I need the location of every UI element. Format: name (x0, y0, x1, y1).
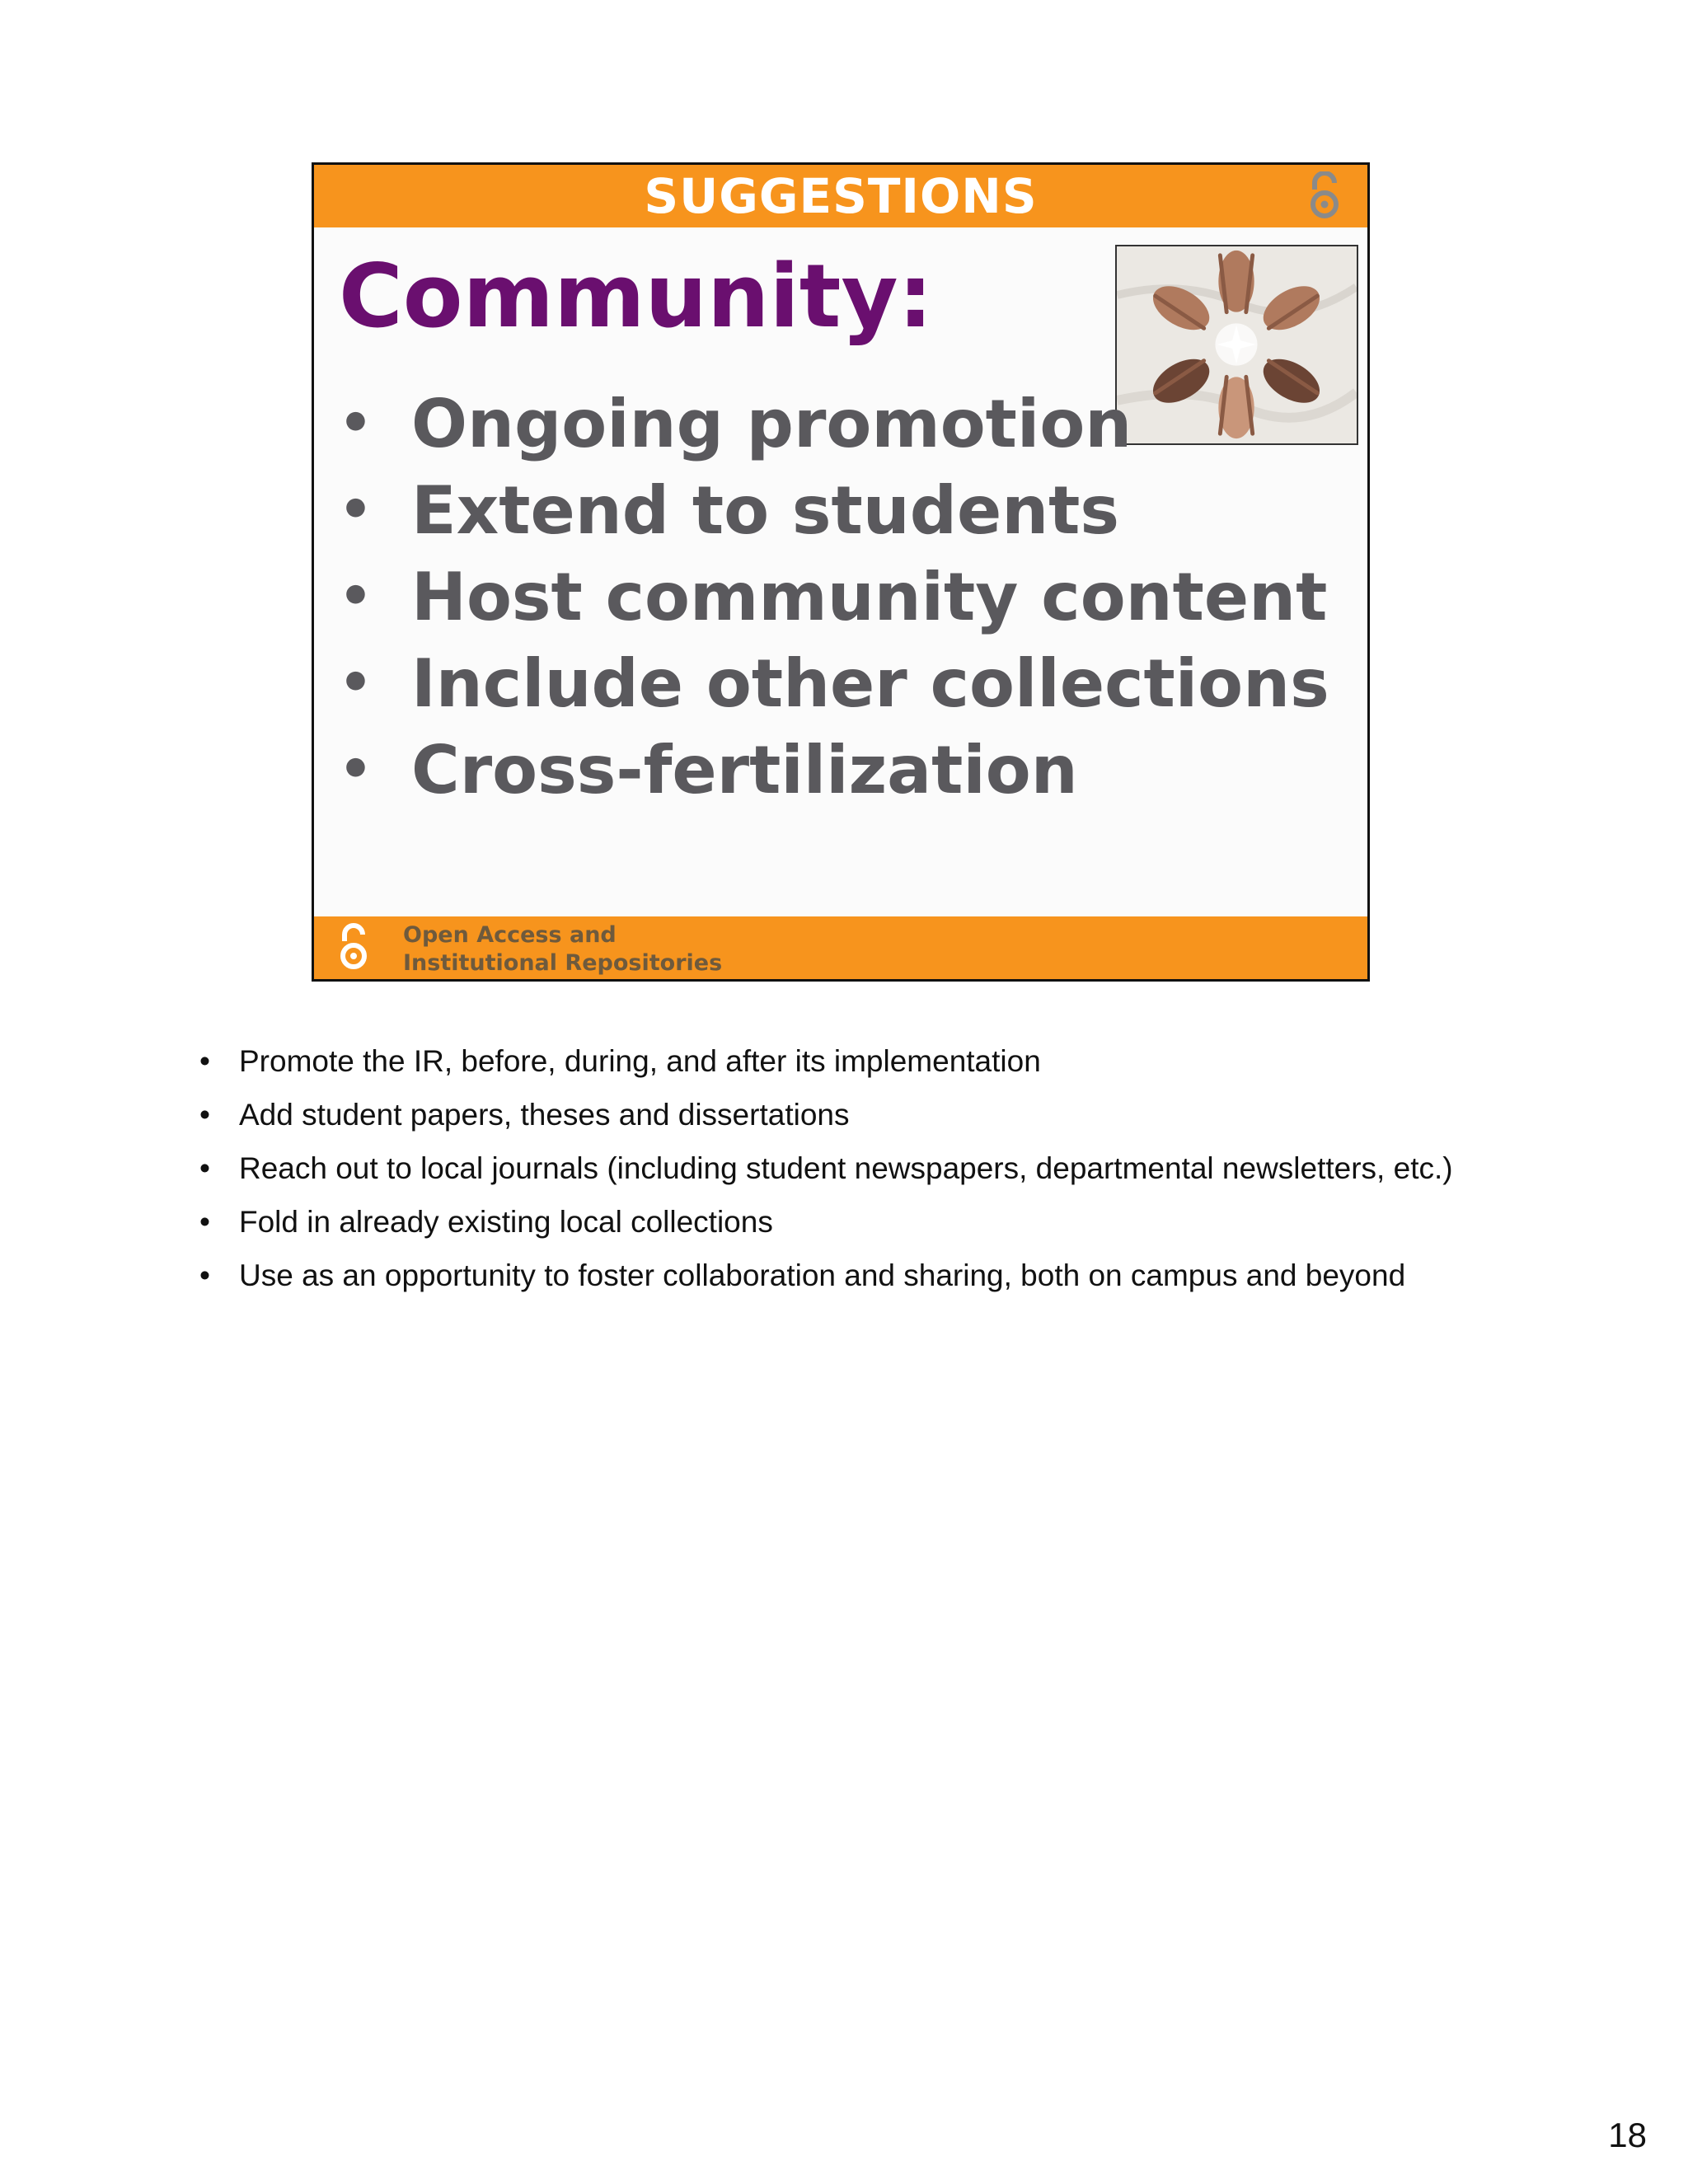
open-access-icon (337, 923, 370, 972)
slide-header-title: SUGGESTIONS (644, 168, 1038, 224)
footer-line: Institutional Repositories (403, 950, 723, 976)
note-item: • Add student papers, theses and dissertations (196, 1094, 1482, 1136)
slide-thumbnail (312, 162, 1370, 982)
note-item: • Fold in already existing local collections (196, 1202, 1482, 1243)
footer-line: Open Access and (403, 922, 617, 948)
slide-bullet: • Extend to students (339, 467, 1329, 554)
note-item: • Promote the IR, before, during, and after its implementation (196, 1041, 1482, 1082)
page-number: 18 (1608, 2116, 1647, 2154)
note-item: • Reach out to local journals (including student newspapers, departmental newsletters, etc.) (196, 1148, 1482, 1189)
slide-bullet-list (339, 381, 1329, 813)
slide-bullet: • Host community content (339, 554, 1329, 640)
speaker-notes (196, 1041, 1482, 1309)
slide-footer-bar (314, 916, 1367, 979)
slide-bullet: • Include other collections (339, 640, 1329, 727)
slide-header-bar (314, 165, 1367, 227)
open-access-icon (1306, 171, 1343, 221)
slide-bullet: • Cross-fertilization (339, 727, 1329, 813)
slide-heading: Community: (339, 246, 933, 347)
slide-footer-text (403, 921, 722, 977)
slide-bullet: • Ongoing promotion (339, 381, 1329, 467)
note-item: • Use as an opportunity to foster collaboration and sharing, both on campus and beyond (196, 1255, 1482, 1296)
